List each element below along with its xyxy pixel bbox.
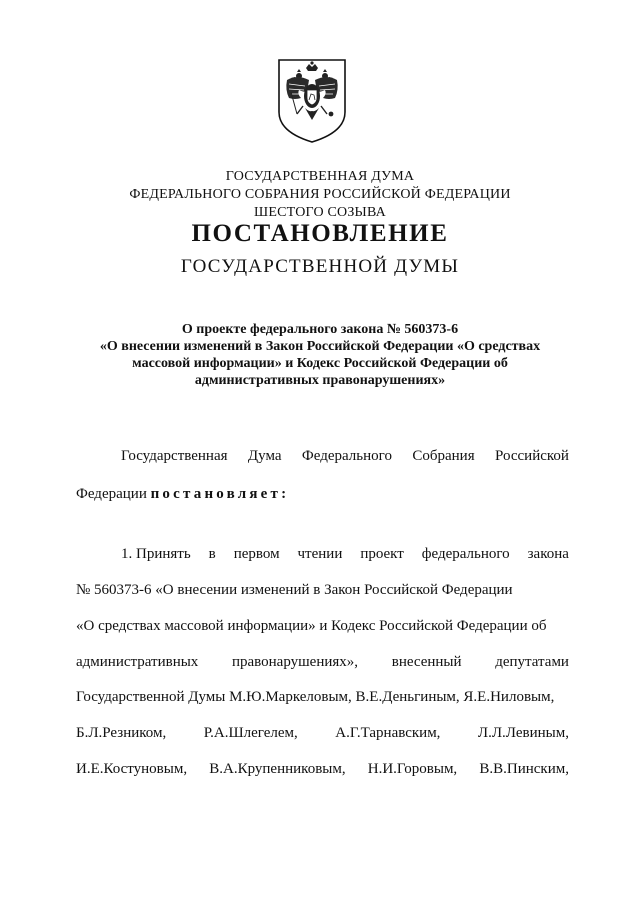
deputy-name: В.В.Пинским, bbox=[479, 761, 569, 777]
preamble-federation-word: Федерации bbox=[76, 486, 147, 502]
item1-word: чтении bbox=[297, 546, 343, 562]
coat-of-arms-emblem bbox=[275, 56, 349, 146]
preamble-word: Государственная bbox=[121, 448, 228, 464]
item1-word: внесенный bbox=[391, 654, 462, 670]
subject-line-2: «О внесении изменений в Закон Российской Федерации «О средствах bbox=[99, 339, 541, 354]
preamble-line-2 bbox=[76, 485, 569, 503]
deputy-name: Н.И.Горовым, bbox=[367, 761, 458, 777]
deputy-name: Б.Л.Резником, bbox=[76, 725, 167, 741]
subject-line-3: массовой информации» и Кодекс Российской Федерации об bbox=[132, 356, 508, 371]
deputy-name: А.Г.Тарнавским, bbox=[335, 725, 441, 741]
preamble-word: Федерального bbox=[301, 448, 392, 464]
item1-word: депутатами bbox=[495, 654, 569, 670]
issuer-header bbox=[0, 168, 640, 222]
preamble-word: Собрания bbox=[412, 448, 475, 464]
preamble-word: Российской bbox=[495, 448, 569, 464]
item1-line-3: «О средствах массовой информации» и Кодекс Российской Федерации об bbox=[76, 618, 547, 634]
item1-line-7 bbox=[76, 760, 569, 778]
document-subject bbox=[60, 321, 580, 389]
item1-word: в bbox=[208, 546, 216, 562]
document-subtitle: ГОСУДАРСТВЕННОЙ ДУМЫ bbox=[180, 256, 460, 277]
item1-word: закона bbox=[527, 546, 569, 562]
item1-word: федерального bbox=[421, 546, 510, 562]
subject-line-4: административных правонарушениях» bbox=[194, 373, 446, 388]
item1-word: проект bbox=[360, 546, 404, 562]
deputy-name: Л.Л.Левиным, bbox=[477, 725, 569, 741]
header-line-1: ГОСУДАРСТВЕННАЯ ДУМА bbox=[225, 169, 415, 184]
item1-line-5: Государственной Думы М.Ю.Маркеловым, В.Е.Деньгиным, Я.Е.Ниловым, bbox=[76, 689, 555, 705]
item1-line-1 bbox=[76, 545, 569, 563]
resolves-word: постановляет: bbox=[150, 486, 290, 502]
header-line-3: ШЕСТОГО СОЗЫВА bbox=[254, 205, 386, 220]
item1-word: первом bbox=[233, 546, 280, 562]
item1-word: 1. Принять bbox=[121, 546, 191, 562]
item1-word: административных bbox=[76, 654, 199, 670]
header-line-2: ФЕДЕРАЛЬНОГО СОБРАНИЯ РОССИЙСКОЙ ФЕДЕРАЦИИ bbox=[129, 187, 511, 202]
document-title: ПОСТАНОВЛЕНИЕ bbox=[191, 220, 449, 247]
deputy-name: И.Е.Костуновым, bbox=[76, 761, 188, 777]
deputy-name: Р.А.Шлегелем, bbox=[203, 725, 298, 741]
preamble-line-1 bbox=[76, 447, 569, 465]
subject-line-1: О проекте федерального закона № 560373-6 bbox=[181, 322, 459, 337]
deputy-name: В.А.Крупенниковым, bbox=[209, 761, 346, 777]
item1-line-2: № 560373-6 «О внесении изменений в Закон Российской Федерации bbox=[76, 582, 513, 598]
preamble-word: Дума bbox=[247, 448, 282, 464]
item1-word: правонарушениях», bbox=[231, 654, 359, 670]
item1-line-4 bbox=[76, 653, 569, 671]
item1-line-6 bbox=[76, 724, 569, 742]
